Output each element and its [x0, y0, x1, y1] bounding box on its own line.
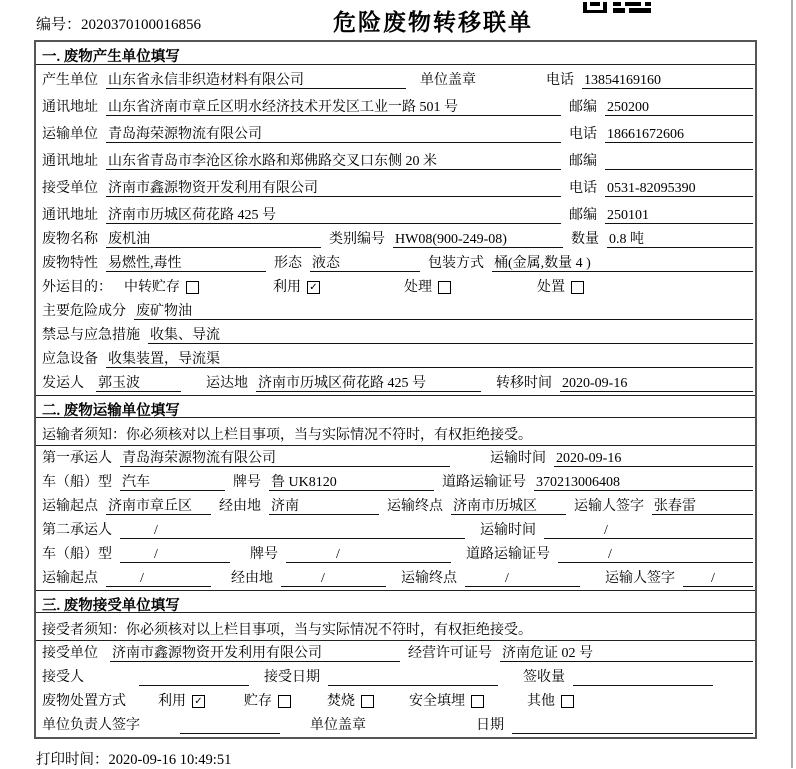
field-label: 转移时间 — [496, 376, 552, 391]
field-value: HW08(900-249-08) — [393, 231, 563, 248]
field-label: 废物处置方式 — [42, 694, 126, 709]
field-value-blank — [180, 717, 280, 734]
field-value-blank — [573, 669, 713, 686]
field-label: 运输起点 — [42, 571, 98, 586]
field-label: 通讯地址 — [42, 208, 98, 223]
form-row — [36, 299, 755, 323]
field-value-blank — [512, 717, 753, 734]
checkbox-label: 安全填埋 — [409, 694, 465, 709]
form-row — [36, 566, 755, 590]
page-edge-line — [791, 0, 793, 768]
field-label: 牌号 — [250, 547, 278, 562]
field-value: 汽车 — [120, 474, 225, 491]
checkbox-icon — [561, 695, 574, 708]
checkbox-item — [527, 693, 574, 710]
checkbox-label: 其他 — [527, 694, 555, 709]
field-label: 邮编 — [569, 208, 597, 223]
section-note: 运输者须知：你必须核对以上栏目事项，当与实际情况不符时，有权拒绝接受。 — [36, 418, 755, 446]
field-value: 0.8 吨 — [607, 231, 753, 248]
field-label: 禁忌与应急措施 — [42, 328, 140, 343]
field-value: 370213006408 — [534, 474, 753, 491]
form-row — [36, 200, 755, 227]
field-value: / — [120, 546, 230, 563]
checkbox-label: 贮存 — [244, 694, 272, 709]
checkbox-label: 焚烧 — [327, 694, 355, 709]
field-label: 接受人 — [42, 670, 84, 685]
field-value: 鲁 UK8120 — [269, 474, 434, 491]
section-header-3: 三. 废物接受单位填写 — [36, 590, 755, 613]
checkbox-icon — [278, 695, 291, 708]
field-value: 18661672606 — [605, 126, 753, 143]
field-value-blank — [139, 669, 249, 686]
field-label: 运输单位 — [42, 127, 98, 142]
checkbox-label: 中转贮存 — [124, 280, 180, 295]
field-label: 签收量 — [523, 670, 565, 685]
field-label: 通讯地址 — [42, 154, 98, 169]
field-label: 经由地 — [219, 499, 261, 514]
form-row — [36, 251, 755, 275]
doc-number — [36, 13, 201, 34]
form-row — [36, 146, 755, 173]
field-value: 济南市历城区荷花路 425 号 — [106, 207, 561, 224]
field-label: 通讯地址 — [42, 100, 98, 115]
field-value: 2020-09-16 — [560, 375, 753, 392]
field-value: 废矿物油 — [134, 303, 753, 320]
field-value: 易燃性,毒性 — [106, 255, 266, 272]
field-label: 运输终点 — [387, 499, 443, 514]
checkbox-item — [158, 693, 205, 710]
field-label: 单位盖章 — [310, 718, 366, 733]
manifest-form-table — [34, 40, 757, 739]
field-label: 邮编 — [569, 100, 597, 115]
field-value: 收集装置，导流渠 — [106, 351, 753, 368]
field-label: 废物特性 — [42, 256, 98, 271]
form-row — [36, 542, 755, 566]
field-value-blank — [605, 153, 753, 170]
field-value: 济南市鑫源物资开发利用有限公司 — [106, 180, 561, 197]
section-header-2: 二. 废物运输单位填写 — [36, 395, 755, 418]
field-value: / — [106, 570, 211, 587]
field-value: / — [683, 570, 753, 587]
field-label: 牌号 — [233, 475, 261, 490]
field-value: 济南市鑫源物资开发利用有限公司 — [110, 645, 400, 662]
field-label: 运达地 — [206, 376, 248, 391]
field-label: 电话 — [546, 73, 574, 88]
field-label: 接受单位 — [42, 646, 98, 661]
field-label: 废物名称 — [42, 232, 98, 247]
checkbox-label: 处理 — [404, 280, 432, 295]
form-row — [36, 641, 755, 665]
field-label: 车（船）型 — [42, 475, 112, 490]
field-label: 接受日期 — [264, 670, 320, 685]
field-label: 道路运输证号 — [442, 475, 526, 490]
field-label: 运输终点 — [401, 571, 457, 586]
field-label: 邮编 — [569, 154, 597, 169]
field-value: / — [465, 570, 580, 587]
field-label: 运输时间 — [480, 523, 536, 538]
checkbox-item — [244, 693, 291, 710]
form-row — [36, 323, 755, 347]
field-label: 经由地 — [231, 571, 273, 586]
checkbox-icon — [571, 281, 584, 294]
form-row — [36, 689, 755, 713]
field-label: 第一承运人 — [42, 451, 112, 466]
field-label: 第二承运人 — [42, 523, 112, 538]
field-value: 山东省青岛市李沧区徐水路和郑佛路交叉口东侧 20 米 — [106, 153, 561, 170]
print-time-label: 打印时间： — [36, 752, 109, 768]
checkbox-checked-icon: ✓ — [307, 281, 320, 294]
field-label: 接受单位 — [42, 181, 98, 196]
field-value: 济南危证 02 号 — [500, 645, 753, 662]
field-label: 运输时间 — [490, 451, 546, 466]
form-row — [36, 92, 755, 119]
field-label: 经营许可证号 — [408, 646, 492, 661]
doc-number-label: 编号： — [36, 17, 82, 33]
field-value: 液态 — [310, 255, 420, 272]
field-label: 道路运输证号 — [466, 547, 550, 562]
field-label: 运输人签字 — [574, 499, 644, 514]
form-row — [36, 371, 755, 395]
field-label: 运输人签字 — [605, 571, 675, 586]
field-value: 张春雷 — [652, 498, 753, 515]
form-row — [36, 347, 755, 371]
section-header-1: 一. 废物产生单位填写 — [36, 42, 755, 65]
field-label: 车（船）型 — [42, 547, 112, 562]
checkbox-label: 利用 — [158, 694, 186, 709]
form-row — [36, 494, 755, 518]
form-row — [36, 665, 755, 689]
field-value: / — [286, 546, 451, 563]
field-value: / — [281, 570, 386, 587]
field-label: 电话 — [569, 127, 597, 142]
field-value: 13854169160 — [582, 72, 753, 89]
checkbox-label: 利用 — [273, 280, 301, 295]
field-value: 山东省济南市章丘区明水经济技术开发区工业一路 501 号 — [106, 99, 561, 116]
checkbox-icon — [361, 695, 374, 708]
field-label: 发运人 — [42, 376, 84, 391]
field-value: 山东省永信非织造材料有限公司 — [106, 72, 406, 89]
form-row — [36, 275, 755, 299]
field-value: 250101 — [605, 207, 753, 224]
field-value: 济南市章丘区 — [106, 498, 211, 515]
field-value: / — [544, 522, 753, 539]
form-row — [36, 518, 755, 542]
field-label: 类别编号 — [329, 232, 385, 247]
print-time — [36, 748, 231, 769]
field-label: 单位盖章 — [420, 73, 476, 88]
field-value: 郭玉波 — [96, 375, 181, 392]
field-value: 废机油 — [106, 231, 321, 248]
qr-code-fragment-icon — [583, 0, 651, 18]
checkbox-label: 处置 — [537, 280, 565, 295]
form-row — [36, 65, 755, 92]
field-value: 250200 — [605, 99, 753, 116]
form-row — [36, 446, 755, 470]
field-label: 形态 — [274, 256, 302, 271]
doc-number-value: 2020370100016856 — [81, 17, 202, 33]
form-row — [36, 227, 755, 251]
field-value: 青岛海荣源物流有限公司 — [106, 126, 561, 143]
page-title: 危险废物转移联单 — [333, 10, 533, 35]
field-label: 运输起点 — [42, 499, 98, 514]
checkbox-icon — [471, 695, 484, 708]
field-label: 包装方式 — [428, 256, 484, 271]
checkbox-item — [409, 693, 484, 710]
field-value: 收集、导流 — [148, 327, 753, 344]
field-value-blank — [328, 669, 498, 686]
field-value: 青岛海荣源物流有限公司 — [120, 450, 450, 467]
form-row — [36, 119, 755, 146]
field-value: 2020-09-16 — [554, 450, 753, 467]
field-value: 济南市历城区荷花路 425 号 — [256, 375, 481, 392]
field-label: 电话 — [569, 181, 597, 196]
field-value: 济南市历城区 — [451, 498, 566, 515]
field-value: 济南 — [269, 498, 379, 515]
form-row — [36, 470, 755, 494]
checkbox-item — [124, 279, 199, 296]
checkbox-item — [327, 693, 374, 710]
field-label: 单位负责人签字 — [42, 718, 140, 733]
form-row — [36, 173, 755, 200]
checkbox-item — [537, 279, 584, 296]
field-value: / — [120, 522, 465, 539]
field-value: 0531-82095390 — [605, 180, 753, 197]
field-label: 日期 — [476, 718, 504, 733]
print-time-value: 2020-09-16 10:49:51 — [108, 752, 232, 768]
section-note: 接受者须知：你必须核对以上栏目事项，当与实际情况不符时，有权拒绝接受。 — [36, 613, 755, 641]
field-value: 桶(金属,数量 4 ) — [492, 255, 753, 272]
field-value: / — [558, 546, 753, 563]
checkbox-checked-icon: ✓ — [192, 695, 205, 708]
checkbox-item — [404, 279, 451, 296]
checkbox-item — [273, 279, 320, 296]
field-label: 应急设备 — [42, 352, 98, 367]
field-label: 产生单位 — [42, 73, 98, 88]
checkbox-icon — [438, 281, 451, 294]
field-label: 主要危险成分 — [42, 304, 126, 319]
field-label: 数量 — [571, 232, 599, 247]
field-label: 外运目的： — [42, 280, 112, 295]
checkbox-icon — [186, 281, 199, 294]
form-row — [36, 713, 755, 737]
